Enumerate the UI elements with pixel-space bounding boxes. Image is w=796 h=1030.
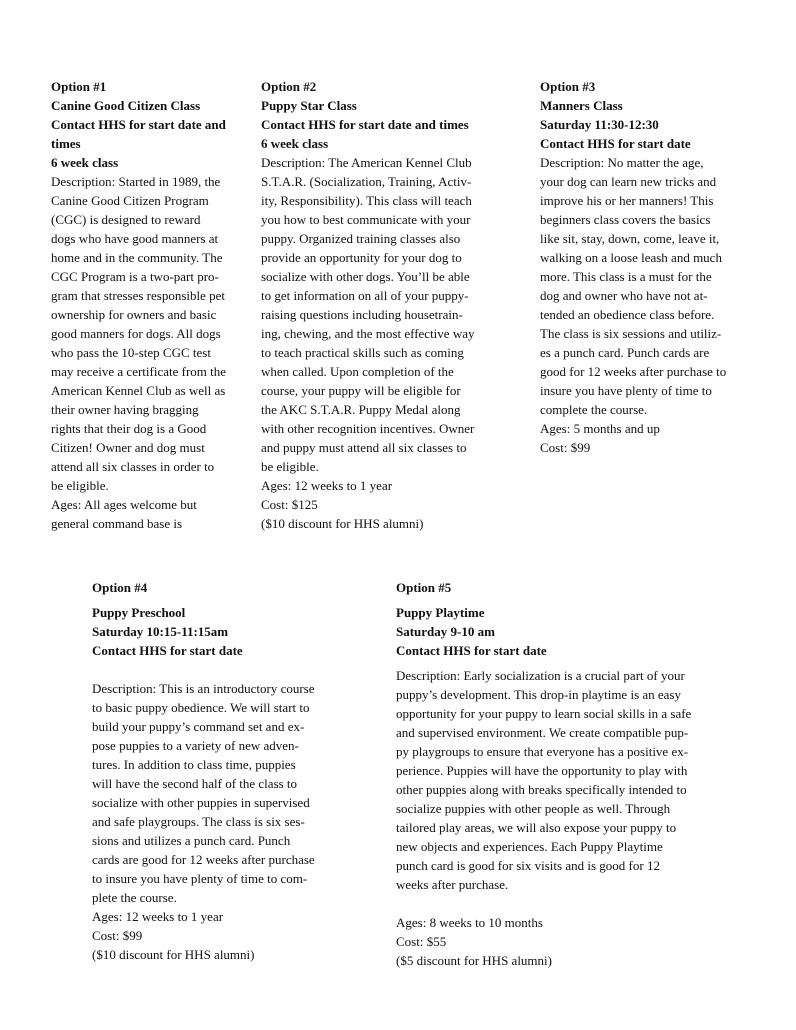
ages-line: Ages: 12 weeks to 1 year <box>92 909 224 924</box>
description-line: good for 12 weeks after purchase to <box>540 364 727 379</box>
description-line: Description: Started in 1989, the <box>51 174 221 189</box>
description-line: and puppy must attend all six classes to <box>261 440 467 455</box>
description-line: insure you have plenty of time to <box>540 383 712 398</box>
description-line: attend all six classes in order to <box>51 459 215 474</box>
schedule-line: Contact HHS for start date <box>396 643 547 658</box>
description-line: es a punch card. Punch cards are <box>540 345 710 360</box>
ages-line: general command base is <box>51 516 183 531</box>
ages-line: Ages: 8 weeks to 10 months <box>396 915 543 930</box>
description-line: walking on a loose leash and much <box>540 250 722 265</box>
description-line: and supervised environment. We create compatible pup- <box>396 725 689 740</box>
class-title: Canine Good Citizen Class <box>51 98 201 113</box>
option-1-block <box>51 77 251 533</box>
description-line: tended an obedience class before. <box>540 307 715 322</box>
description-line: may receive a certificate from the <box>51 364 227 379</box>
description-line: when called. Upon completion of the <box>261 364 454 379</box>
cost-line: Cost: $125 <box>261 497 318 512</box>
description-line: American Kennel Club as well as <box>51 383 226 398</box>
description-line: to teach practical skills such as coming <box>261 345 464 360</box>
description-line: dogs who have good manners at <box>51 231 219 246</box>
cost-line: Cost: $55 <box>396 934 447 949</box>
cost-line: Cost: $99 <box>540 440 591 455</box>
description-line: who pass the 10-step CGC test <box>51 345 211 360</box>
description-line: the AKC S.T.A.R. Puppy Medal along <box>261 402 461 417</box>
description-line: Description: This is an introductory course <box>92 681 315 696</box>
description-line: weeks after purchase. <box>396 877 509 892</box>
option-number: Option #1 <box>51 79 107 94</box>
schedule-line: Saturday 11:30-12:30 <box>540 117 659 132</box>
description-line: cards are good for 12 weeks after purchase <box>92 852 315 867</box>
description-line: Description: Early socialization is a crucial part of your <box>396 668 685 683</box>
option-2-block <box>261 77 501 533</box>
description-line: opportunity for your puppy to learn social skills in a safe <box>396 706 692 721</box>
ages-line: Ages: 5 months and up <box>540 421 660 436</box>
cost-line: Cost: $99 <box>92 928 143 943</box>
description-line: dog and owner who have not at- <box>540 288 708 303</box>
description-line: tailored play areas, we will also expose your puppy to <box>396 820 677 835</box>
description-line: to basic puppy obedience. We will start to <box>92 700 310 715</box>
schedule-line: Contact HHS for start date and <box>51 117 226 132</box>
class-title: Manners Class <box>540 98 623 113</box>
description-line: ing, chewing, and the most effective way <box>261 326 475 341</box>
schedule-line: Saturday 9-10 am <box>396 624 495 639</box>
description-line: improve his or her manners! This <box>540 193 714 208</box>
discount-line: ($10 discount for HHS alumni) <box>92 947 255 962</box>
description-line: socialize with other dogs. You’ll be able <box>261 269 470 284</box>
description-line: pose puppies to a variety of new adven- <box>92 738 299 753</box>
schedule-line: Contact HHS for start date <box>540 136 691 151</box>
schedule-line: times <box>51 136 81 151</box>
option-number: Option #2 <box>261 79 317 94</box>
description-line: build your puppy’s command set and ex- <box>92 719 305 734</box>
description-line: perience. Puppies will have the opportunity to play with <box>396 763 688 778</box>
description-line: tures. In addition to class time, puppies <box>92 757 296 772</box>
option-3-block <box>540 77 760 457</box>
description-line: (CGC) is designed to reward <box>51 212 201 227</box>
description-line: punch card is good for six visits and is good for 12 <box>396 858 660 873</box>
description-line: new objects and experiences. Each Puppy Playtime <box>396 839 663 854</box>
description-line: rights that their dog is a Good <box>51 421 207 436</box>
class-length: 6 week class <box>261 136 329 151</box>
description-line: Citizen! Owner and dog must <box>51 440 205 455</box>
description-line: will have the second half of the class to <box>92 776 298 791</box>
description-line: to get information on all of your puppy- <box>261 288 469 303</box>
description-line: sions and utilizes a punch card. Punch <box>92 833 291 848</box>
option-number: Option #4 <box>92 580 148 595</box>
description-line: S.T.A.R. (Socialization, Training, Activ- <box>261 174 472 189</box>
description-line: provide an opportunity for your dog to <box>261 250 462 265</box>
schedule-line: Contact HHS for start date and times <box>261 117 469 132</box>
description-line: good manners for dogs. All dogs <box>51 326 221 341</box>
description-line: Description: The American Kennel Club <box>261 155 472 170</box>
description-line: and safe playgroups. The class is six ses- <box>92 814 305 829</box>
description-line: more. This class is a must for the <box>540 269 712 284</box>
description-line: ownership for owners and basic <box>51 307 217 322</box>
description-line: socialize with other puppies in supervised <box>92 795 310 810</box>
ages-line: Ages: 12 weeks to 1 year <box>261 478 393 493</box>
description-line: plete the course. <box>92 890 177 905</box>
description-line: other puppies along with breaks specifically intended to <box>396 782 687 797</box>
description-line: Canine Good Citizen Program <box>51 193 209 208</box>
option-5-block <box>396 578 736 970</box>
description-line: be eligible. <box>261 459 319 474</box>
class-title: Puppy Playtime <box>396 605 485 620</box>
description-line: their owner having bragging <box>51 402 199 417</box>
ages-line: Ages: All ages welcome but <box>51 497 197 512</box>
option-4-block <box>92 578 352 964</box>
description-line: with other recognition incentives. Owner <box>261 421 475 436</box>
description-line: your dog can learn new tricks and <box>540 174 717 189</box>
discount-line: ($10 discount for HHS alumni) <box>261 516 424 531</box>
description-line: like sit, stay, down, come, leave it, <box>540 231 720 246</box>
description-line: gram that stresses responsible pet <box>51 288 226 303</box>
description-line: home and in the community. The <box>51 250 223 265</box>
description-line: The class is six sessions and utiliz- <box>540 326 722 341</box>
description-line: ity, Responsibility). This class will teach <box>261 193 472 208</box>
description-line: puppy. Organized training classes also <box>261 231 461 246</box>
description-line: py playgroups to ensure that everyone has a positive ex- <box>396 744 689 759</box>
description-line: puppy’s development. This drop-in playtime is an easy <box>396 687 681 702</box>
description-line: CGC Program is a two-part pro- <box>51 269 219 284</box>
class-title: Puppy Star Class <box>261 98 357 113</box>
description-line: Description: No matter the age, <box>540 155 704 170</box>
description-line: to insure you have plenty of time to com- <box>92 871 308 886</box>
description-line: beginners class covers the basics <box>540 212 711 227</box>
description-line: course, your puppy will be eligible for <box>261 383 461 398</box>
class-length: 6 week class <box>51 155 119 170</box>
description-line: complete the course. <box>540 402 648 417</box>
description-line: raising questions including housetrain- <box>261 307 463 322</box>
schedule-line: Contact HHS for start date <box>92 643 243 658</box>
discount-line: ($5 discount for HHS alumni) <box>396 953 552 968</box>
option-number: Option #3 <box>540 79 596 94</box>
description-line: be eligible. <box>51 478 109 493</box>
description-line: you how to best communicate with your <box>261 212 471 227</box>
schedule-line: Saturday 10:15-11:15am <box>92 624 229 639</box>
description-line: socialize puppies with other people as well. Through <box>396 801 671 816</box>
option-number: Option #5 <box>396 580 452 595</box>
class-title: Puppy Preschool <box>92 605 186 620</box>
